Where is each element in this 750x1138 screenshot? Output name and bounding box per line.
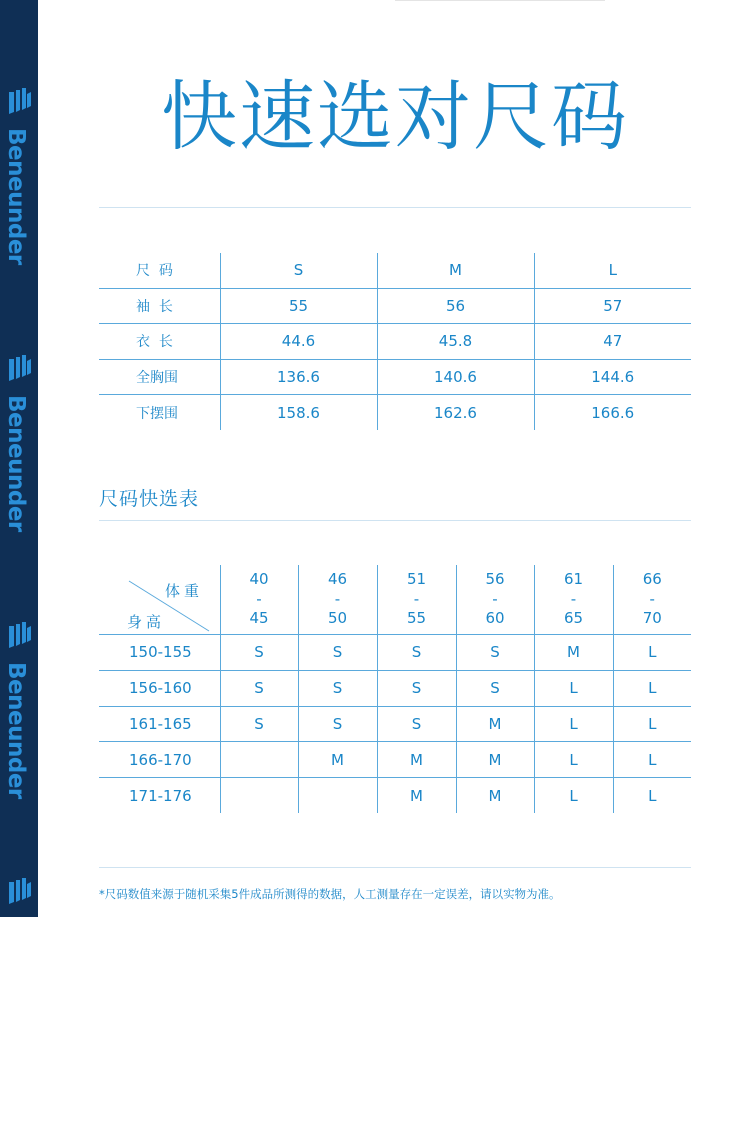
header-cell: M: [377, 253, 534, 288]
size-cell: L: [613, 778, 691, 813]
size-cell: L: [534, 706, 613, 742]
table-cell: 162.6: [377, 395, 534, 430]
header-cell: 尺 码: [99, 253, 220, 288]
size-cell: L: [613, 635, 691, 671]
height-range-label: 156-160: [99, 670, 220, 706]
size-cell: S: [456, 670, 534, 706]
row-label: 下摆围: [136, 405, 178, 422]
quick-select-table: [99, 565, 691, 813]
weight-range-header: 51 - 55: [377, 565, 456, 635]
size-cell: L: [613, 742, 691, 778]
table-row: [99, 635, 691, 671]
table-cell: 166.6: [534, 395, 691, 430]
brand-mark-icon: [9, 622, 31, 650]
table-row: [99, 778, 691, 813]
height-range-label: 166-170: [99, 742, 220, 778]
header-cell: S: [220, 253, 377, 288]
table-cell: 136.6: [220, 359, 377, 395]
brand-logo: [0, 622, 38, 882]
size-cell: [220, 778, 298, 813]
size-cell: M: [456, 742, 534, 778]
size-cell: L: [534, 778, 613, 813]
weight-label: 体重: [165, 582, 204, 600]
table-cell: 56: [377, 288, 534, 324]
size-cell: S: [220, 635, 298, 671]
size-cell: S: [298, 706, 377, 742]
row-label: 袖 长: [99, 288, 220, 324]
row-label: 全胸围: [99, 359, 220, 395]
size-cell: S: [377, 635, 456, 671]
size-cell: S: [377, 670, 456, 706]
weight-range-header: 66 - 70: [613, 565, 691, 635]
page-title: 快速选对尺码: [161, 72, 629, 161]
corner-cell: [99, 565, 220, 635]
height-range-label: 161-165: [99, 706, 220, 742]
size-cell: M: [298, 742, 377, 778]
table-row: [99, 670, 691, 706]
header-cell: L: [534, 253, 691, 288]
size-cell: L: [613, 706, 691, 742]
size-cell: L: [534, 742, 613, 778]
brand-mark-icon: [9, 355, 31, 383]
size-cell: L: [613, 670, 691, 706]
brand-logo: [0, 0, 38, 76]
table-row: [99, 706, 691, 742]
table-row: [99, 324, 691, 360]
size-cell: S: [298, 670, 377, 706]
table-row: [99, 742, 691, 778]
footnote: *尺码数值来源于随机采集5件成品所测得的数据，人工测量存在一定误差，请以实物为准。: [99, 887, 561, 901]
table-cell: 158.6: [220, 395, 377, 430]
brand-logo: [0, 878, 38, 1138]
size-cell: M: [377, 778, 456, 813]
weight-range-header: 61 - 65: [534, 565, 613, 635]
height-range-label: 150-155: [99, 635, 220, 671]
size-cell: [220, 742, 298, 778]
brand-wordmark: Beneunder: [3, 662, 29, 799]
size-cell: M: [377, 742, 456, 778]
size-cell: S: [220, 706, 298, 742]
height-range-label: 171-176: [129, 786, 192, 805]
size-cell: S: [456, 635, 534, 671]
brand-sidebar: [0, 0, 38, 917]
brand-mark-icon: [9, 88, 31, 116]
size-cell: M: [456, 706, 534, 742]
weight-range-header: 56 - 60: [456, 565, 534, 635]
size-chart-table: [99, 253, 691, 430]
table-cell: 44.6: [220, 324, 377, 360]
brand-logo: [0, 355, 38, 615]
row-label: 衣 长: [99, 324, 220, 360]
size-cell: S: [377, 706, 456, 742]
size-cell: L: [534, 670, 613, 706]
section-title: 尺码快选表: [99, 488, 200, 510]
footnote-divider: [99, 867, 691, 868]
size-cell: M: [534, 635, 613, 671]
size-cell: S: [220, 670, 298, 706]
table-cell: 55: [220, 288, 377, 324]
table-cell: 140.6: [377, 359, 534, 395]
table-row: [99, 359, 691, 395]
title-divider: [99, 207, 691, 208]
size-cell: M: [456, 778, 534, 813]
top-divider: [395, 0, 605, 1]
section-divider: [99, 520, 691, 521]
size-cell: S: [298, 635, 377, 671]
table-header-row: [99, 253, 691, 288]
table-cell: 45.8: [377, 324, 534, 360]
size-cell: [298, 778, 377, 813]
table-cell: 144.6: [534, 359, 691, 395]
brand-logo: [0, 88, 38, 348]
height-label: 身高: [127, 613, 166, 631]
weight-range-header: 40 - 45: [220, 565, 298, 635]
weight-range-header: 46 - 50: [298, 565, 377, 635]
table-cell: 57: [534, 288, 691, 324]
brand-wordmark: Beneunder: [3, 395, 29, 532]
table-row: [99, 288, 691, 324]
brand-mark-icon: [9, 878, 31, 906]
table-header-row: [99, 565, 691, 635]
table-cell: 47: [534, 324, 691, 360]
table-row: [99, 395, 691, 430]
brand-wordmark: Beneunder: [3, 128, 29, 265]
